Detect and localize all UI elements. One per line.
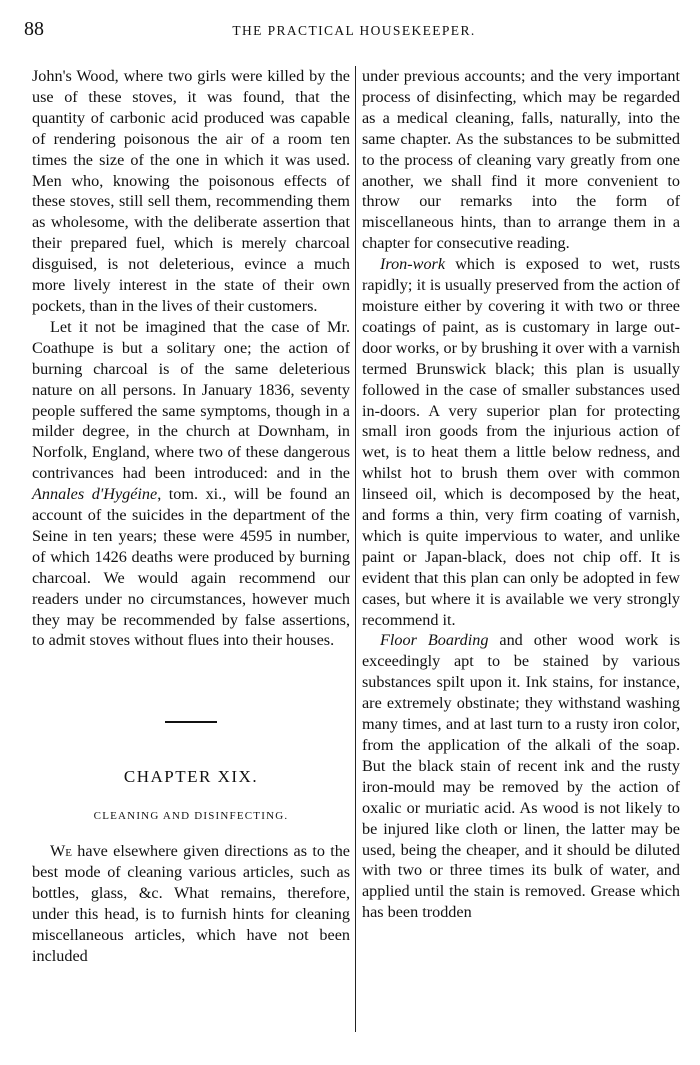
text-span: and other wood work is exceedingly apt to be stained by various substances spilt upon it. Ink stains, for instance, are extremely obstinate; they withstand washing many times, and at last turn to a rusty iron color, from the application of the alkali of the soap. But the black stain of recent ink and the rusty iron-mould may be removed by the action of oxalic or muriatic acid. As wood is not likely to be injured like cloth or linen, the latter may be used, being the cheaper, and it should be diluted with two or three times its bulk of water, and applied until the stain is removed. Grease which has been trodden <box>362 631 680 922</box>
chapter-title: CHAPTER XIX. <box>123 767 259 787</box>
text-span: which is exposed to wet, rusts rapidly; it is usually preserved from the action of moisture either by covering it with two or three coatings of paint, as is customary in large out-door works, or by brushing it over with a varnish termed Brunswick black; this plan is usually followed in the case of smaller substances used in-doors. A very superior plan for protecting small iron goods from the injurious action of wet, is to heat them a little below redness, and whilst hot to brush them over with common linseed oil, which is decomposed by the heat, and forms a thin, very firm coating of varnish, which is quite impervious to water, and unlike paint or Japan-black, does not chip off. It is evident that this plan can only be adopted in few cases, but where it is available we very strongly recommend it. <box>362 255 680 629</box>
paragraph <box>32 317 350 652</box>
text-span: , tom. xi., will be found an account of the suicides in the department of the Seine in ten years; these were 4595 in number, of which 1426 deaths were produced by burning charcoal. We would again recommend our readers under no circumstances, however much they may be recommended by false assertions, to admit stoves without flues into their houses. <box>32 485 351 650</box>
paragraph: under previous accounts; and the very important process of disinfecting, which may be regarded as a medical cleaning, falls, naturally, into the same chapter. As the substances to be submitted to the process of cleaning vary greatly from one another, we shall find it more convenient to throw our remarks into the form of miscellaneous hints, than to arrange them in a chapter for consecutive reading. <box>362 67 680 253</box>
italic-term: Floor Boarding <box>380 631 489 650</box>
section-divider <box>165 721 217 723</box>
italic-term: Iron-work <box>380 255 446 274</box>
paragraph: John's Wood, where two girls were killed by the use of these stoves, it was found, that the quantity of carbonic acid produced was capable of rendering poisonous the air of a room ten times the size of the one in which it was used. Men who, knowing the poisonous effects of these stoves, still sell them, recommending them as wholesome, with the deliberate assertion that their prepared fuel, which is merely charcoal disguised, is not deleterious, evince a much more lively interest in the state of their own pockets, than in the lives of their customers. <box>32 67 350 315</box>
page-number: 88 <box>24 18 44 40</box>
text-span: Let it not be imagined that the case of Mr. Coathupe is but a solitary one; the action of burning charcoal is of the same deleterious nature on all persons. In January 1836, seventy people suffered the same symptoms, though in a milder degree, in the church at Downham, in Norfolk, England, where two of these dangerous contrivances had been introduced: and in the <box>32 317 350 483</box>
paragraph <box>362 254 680 630</box>
text-span: have elsewhere given directions as to the best mode of cleaning various articles, such as bottles, glass, &c. What remains, therefore, under this head, is to furnish hints for cleaning miscellaneous articles, which have not been included <box>32 842 350 965</box>
lead-word: We <box>50 842 72 861</box>
running-title: THE PRACTICAL HOUSEKEEPER. <box>232 23 476 38</box>
chapter-subtitle: CLEANING AND DISINFECTING. <box>93 810 289 823</box>
column-rule <box>355 66 356 1032</box>
page-header <box>24 18 684 44</box>
paragraph <box>362 630 680 923</box>
left-column <box>32 66 350 967</box>
italic-title: Annales d'Hygéine <box>32 485 158 504</box>
paragraph <box>32 841 350 966</box>
right-column <box>362 66 680 923</box>
